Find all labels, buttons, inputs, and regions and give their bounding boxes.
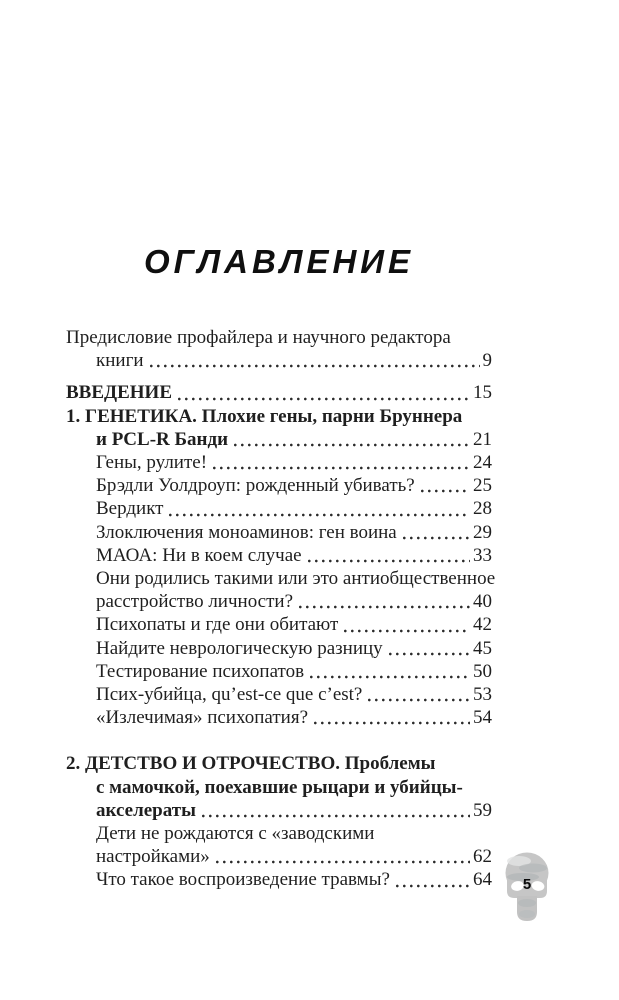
page-number: 5 [522, 876, 532, 893]
dot-leader [216, 860, 470, 864]
toc-row [66, 428, 492, 451]
toc-page-number: 59 [473, 799, 492, 821]
dot-leader [234, 443, 470, 447]
toc-row [66, 660, 492, 683]
dot-leader [403, 536, 470, 540]
dot-leader [150, 364, 480, 368]
toc-entry-text: настройками» [96, 846, 210, 868]
page-title: ОГЛАВЛЕНИЕ [143, 243, 415, 280]
toc-row [66, 752, 492, 775]
toc-entry-text: 1. ГЕНЕТИКА. Плохие гены, парни Бруннера [66, 405, 463, 427]
toc-page-number: 64 [473, 869, 492, 891]
toc-page-number: 9 [482, 350, 492, 372]
toc-row [66, 326, 492, 349]
page-number-badge [503, 851, 551, 925]
toc-entry-text: Брэдли Уолдроуп: рожденный убивать? [96, 475, 415, 497]
toc-row [66, 567, 496, 590]
toc-row [66, 637, 492, 660]
toc-row [66, 474, 492, 497]
toc-page-number: 40 [473, 591, 492, 613]
toc-entry-text: Они родились такими или это антиобщественное [96, 568, 496, 590]
dot-leader [308, 559, 470, 563]
toc-page-number: 29 [473, 521, 492, 543]
toc-page-number: 21 [473, 428, 492, 450]
dot-leader [396, 884, 470, 888]
toc-page-number: 28 [473, 498, 492, 520]
toc-row [66, 497, 492, 520]
toc-entry-text: акселераты [96, 799, 196, 821]
toc-row [66, 845, 492, 868]
toc-row [66, 544, 492, 567]
toc-row [66, 451, 492, 474]
toc-entry-text: ВВЕДЕНИЕ [66, 382, 172, 404]
toc-page-number: 15 [473, 382, 492, 404]
dot-leader [314, 721, 470, 725]
toc-entry-text: Тестирование психопатов [96, 660, 305, 682]
toc-row [66, 521, 492, 544]
toc-page-number: 33 [473, 544, 492, 566]
dot-leader [421, 489, 470, 493]
toc-page-number: 24 [473, 452, 492, 474]
toc-row [66, 590, 492, 613]
toc-entry-text: с мамочкой, поехавшие рыцари и убийцы- [96, 776, 463, 798]
toc-entry-text: Психопаты и где они обитают [96, 614, 339, 636]
toc-page-number: 45 [473, 637, 492, 659]
dot-leader [178, 397, 470, 401]
toc-entry-text: Что такое воспроизведение травмы? [96, 869, 390, 891]
toc-row [66, 405, 492, 428]
dot-leader [169, 513, 470, 517]
toc-row [66, 613, 492, 636]
dot-leader [389, 652, 470, 656]
dot-leader [299, 605, 470, 609]
toc-row [66, 381, 492, 404]
toc-entry-text: «Излечимая» психопатия? [96, 707, 309, 729]
toc-page-number: 25 [473, 475, 492, 497]
toc-page-number: 50 [473, 660, 492, 682]
toc-row [66, 706, 492, 729]
toc-entry-text: Псих-убийца, qu’est-ce que c’est? [96, 684, 363, 706]
toc-page-number: 42 [473, 614, 492, 636]
dot-leader [213, 466, 470, 470]
toc-row [66, 776, 492, 799]
table-of-contents [66, 326, 496, 892]
toc-page-number: 54 [473, 707, 492, 729]
toc-row [66, 683, 492, 706]
dot-leader [202, 814, 470, 818]
toc-entry-text: 2. ДЕТСТВО И ОТРОЧЕСТВО. Проблемы [66, 753, 436, 775]
toc-row [66, 799, 492, 822]
toc-entry-text: Гены, рулите! [96, 452, 208, 474]
toc-row [66, 822, 492, 845]
toc-page-number: 53 [473, 684, 492, 706]
toc-entry-text: Предисловие профайлера и научного редактора [66, 327, 451, 348]
toc-page-number: 62 [473, 846, 492, 868]
toc-entry-text: и PCL-R Банди [96, 428, 229, 450]
toc-row [66, 868, 492, 891]
toc-entry-text: Злоключения моноаминов: ген воина [96, 521, 397, 543]
dot-leader [368, 698, 470, 702]
dot-leader [310, 675, 470, 679]
toc-entry-text: Вердикт [96, 498, 164, 520]
toc-entry-text: Дети не рождаются с «заводскими [96, 823, 375, 845]
toc-entry-text: Найдите неврологическую разницу [96, 637, 383, 659]
toc-entry-text: книги [96, 350, 144, 372]
toc-row [66, 349, 492, 372]
toc-entry-text: МАОА: Ни в коем случае [96, 544, 302, 566]
toc-entry-text: расстройство личности? [96, 591, 294, 613]
dot-leader [344, 629, 470, 633]
